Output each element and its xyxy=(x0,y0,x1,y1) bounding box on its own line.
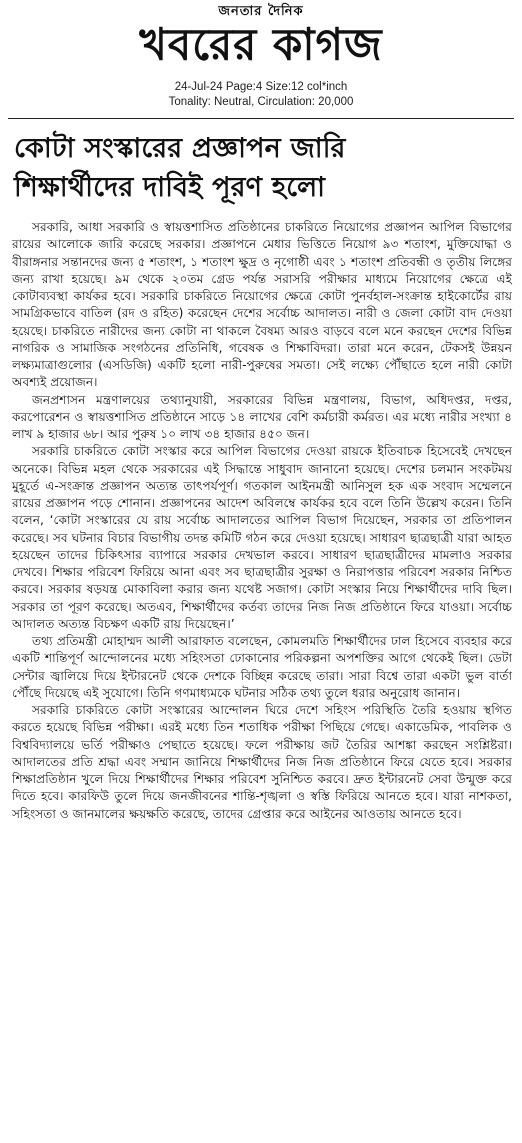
article-paragraph-5: সরকারি চাকরিতে কোটা সংস্কারের আন্দোলন ঘিরে দেশে সহিংস পরিস্থিতি তৈরি হওয়ায় স্থগিত করতে হয়েছে বিভিন্ন পরীক্ষা। এরই মধ্যে তিন শতাধিক পরীক্ষা পিছিয়ে গেছে। একাডেমিক, পাবলিক ও বিশ্ববিদ্যালয়ে ভর্তি পরীক্ষাও পেছাতে হয়েছে। ফলে পরীক্ষায় জট তৈরির আশঙ্কা করছেন সংশ্লিষ্টরা। আদালতের প্রতি শ্রদ্ধা এবং সম্মান জানিয়ে শিক্ষার্থীদের নিজ নিজ প্রতিষ্ঠানে ফিরে যেতে হবে। সরকার শিক্ষাপ্রতিষ্ঠান খুলে দিয়ে শিক্ষার্থীদের শিক্ষার পরিবেশ সুনিশ্চিত করবে। দ্রুত ইন্টারনেট সেবা উন্মুক্ত করে দিতে হবে। কারফিউ তুলে দিয়ে জনজীবনের শান্তি-শৃঙ্খলা ও স্বস্তি ফিরিয়ে আনতে হবে। যারা নাশকতা, সহিংসতা ও জানমালের ক্ষয়ক্ষতি করেছে, তাদের গ্রেপ্তার করে আইনের আওতায় আনতে হবে। xyxy=(12,703,512,821)
masthead xyxy=(0,0,522,70)
newspaper-tagline: জনতার দৈনিক xyxy=(218,4,304,19)
article-paragraph-4: তথ্য প্রতিমন্ত্রী মোহাম্মদ আলী আরাফাত বলেছেন, কোমলমতি শিক্ষার্থীদের ঢাল হিসেবে ব্যবহার করে একটি শান্তিপূর্ণ আন্দোলনের মধ্যে সহিংসতা ঢোকানোর পরিকল্পনা অপশক্তির আগে থেকেই ছিল। ডেটা সেন্টার জ্বালিয়ে দিয়ে ইন্টারনেট থেকে দেশকে বিচ্ছিন্ন করেছে তারা। সারা বিশ্বে তারা একটা ভুল বার্তা পৌঁছে দিয়েছে এই সুযোগে। তিনি গণমাধ্যমকে ঘটনার সঠিক তথ্য তুলে ধরার অনুরোধ জানান। xyxy=(12,634,512,700)
headline-line-1: কোটা সংস্কারের প্রজ্ঞাপন জারি xyxy=(14,133,346,164)
clipping-metadata xyxy=(0,80,522,110)
headline-line-2: শিক্ষার্থীদের দাবিই পূরণ হলো xyxy=(14,172,326,203)
newspaper-name: খবরের কাগজ xyxy=(139,18,383,71)
article-headline xyxy=(0,119,522,213)
article-paragraph-3: সরকারি চাকরিতে কোটা সংস্কার করে আপিল বিভাগের দেওয়া রায়কে ইতিবাচক হিসেবেই দেখছেন অনেকে। বিভিন্ন মহল থেকে সরকারের এই সিদ্ধান্তে সাধুবাদ জানানো হয়েছে। দেশের চলমান সংকটময় মুহূর্তে এ-সংক্রান্ত প্রজ্ঞাপন অত্যন্ত তাৎপর্যপূর্ণ। গতকাল আইনমন্ত্রী আনিসুল হক এক সংবাদ সম্মেলনে রায়ের প্রজ্ঞাপন পড়ে শোনান। প্রজ্ঞাপনের আদেশ অবিলম্বে কার্যকর হবে বলে তিনি উল্লেখ করেন। তিনি বলেন, ‘কোটা সংস্কারের যে রায় সর্বোচ্চ আদালতের আপিল বিভাগ দিয়েছেন, সরকার তা প্রতিপালন করেছে। সব ঘটনার বিচার বিভাগীয় তদন্ত কমিটি গঠন করে দেওয়া হয়েছে। সাধারণ ছাত্রছাত্রী যারা আহত হয়েছেন তাদের চিকিৎসার ব্যাপারে সরকার দেখভাল করবে। সাধারণ ছাত্রছাত্রীদের মামলাও সরকার দেখবে। শিক্ষার পরিবেশ ফিরিয়ে আনা এবং সব ছাত্রছাত্রীর সুরক্ষা ও নিরাপত্তার পরিবেশ সরকার নিশ্চিত করবে। সরকার ষড়যন্ত্র মোকাবিলা করার জন্য যথেষ্ট সজাগ। কোটা সংস্কার নিয়ে শিক্ষার্থীদের দাবি ছিল। সরকার তা পূরণ করেছে। অতএব, শিক্ষার্থীদের কর্তব্য তাদের নিজ নিজ প্রতিষ্ঠানে ফিরে যাওয়া। সর্বোচ্চ আদালত অত্যন্ত বিচক্ষণ একটি রায় দিয়েছেন।’ xyxy=(12,444,512,631)
clipping-date-page-size: 24-Jul-24 Page:4 Size:12 col*inch xyxy=(174,81,348,93)
article-paragraph-2: জনপ্রশাসন মন্ত্রণালয়ের তথ্যানুযায়ী, সরকারের বিভিন্ন মন্ত্রণালয়, বিভাগ, অধিদপ্তর, দপ্তর, করপোরেশন ও স্বায়ত্তশাসিত প্রতিষ্ঠানে সাড়ে ১৪ লাখের বেশি কর্মচারী কর্মরত। এর মধ্যে নারীর সংখ্যা ৪ লাখ ৯ হাজার ৬৮। আর পুরুষ ১০ লাখ ৩৪ হাজার ৪৫০ জন। xyxy=(12,392,512,441)
clipping-tonality-circulation: Tonality: Neutral, Circulation: 20,000 xyxy=(168,96,354,108)
article-paragraph-1: সরকারি, আধা সরকারি ও স্বায়ত্তশাসিত প্রতিষ্ঠানের চাকরিতে নিয়োগের প্রজ্ঞাপন আপিল বিভাগের রায়ের আলোকে জারি করেছে সরকার। প্রজ্ঞাপনে মেধার ভিত্তিতে নিয়োগ ৯৩ শতাংশ, মুক্তিযোদ্ধা ও বীরাঙ্গনার সন্তানদের জন্য ৫ শতাংশ, ১ শতাংশ ক্ষুদ্র ও নৃগোষ্ঠী এবং ১ শতাংশ প্রতিবন্ধী ও তৃতীয় লিঙ্গের জন্য রাখা হয়েছে। ৯ম থেকে ২০তম গ্রেড পর্যন্ত সরাসরি পরীক্ষার মাধ্যমে নিয়োগের ক্ষেত্রে এই কোটাব্যবস্থা কার্যকর হবে। সরকারি চাকরিতে নিয়োগের ক্ষেত্রে কোটা পুনর্বহাল-সংক্রান্ত হাইকোর্টের রায় সামগ্রিকভাবে বাতিল (রদ ও রহিত) করেছেন দেশের সর্বোচ্চ আদালত। নারী ও জেলা কোটা বাদ দেওয়া হয়েছে। চাকরিতে নারীদের জন্য কোটা না থাকলে বৈষম্য আরও বাড়বে বলে মনে করছেন দেশের বিভিন্ন নাগরিক ও সামাজিক সংগঠনের প্রতিনিধি, গবেষক ও শিক্ষাবিদরা। তারা মনে করেন, টেকসই উন্নয়ন লক্ষ্যমাত্রাগুলোর (এসডিজি) একটি হলো নারী-পুরুষের সমতা। সেই লক্ষ্যে পৌঁছাতে হলে নারী কোটা অবশ্যই প্রয়োজন। xyxy=(12,220,512,390)
article-body xyxy=(0,213,522,823)
